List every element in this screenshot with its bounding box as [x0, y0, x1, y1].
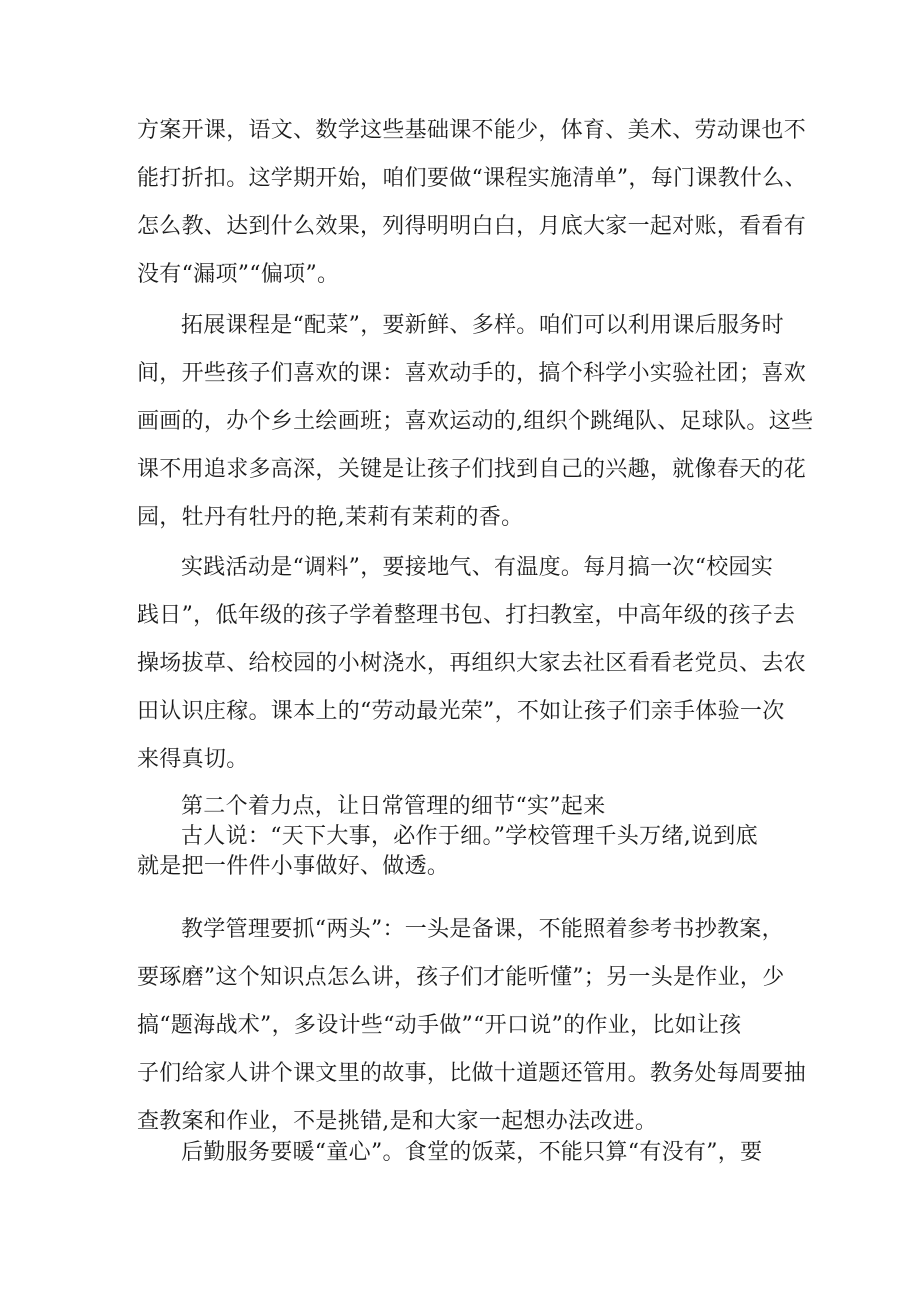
text-line: 实践活动是“调料”，要接地气、有温度。每月搞一次“校园实 — [181, 555, 774, 580]
text-line: 没有“漏项”“偏项”。 — [137, 262, 340, 287]
text-line: 间，开些孩子们喜欢的课：喜欢动手的，搞个科学小实验社团；喜欢 — [137, 361, 807, 386]
text-line: 方案开课，语文、数学这些基础课不能少，体育、美术、劳动课也不 — [137, 118, 807, 143]
text-line: 操场拔草、给校园的小树浇水，再组织大家去社区看看老党员、去农 — [137, 651, 807, 676]
paragraph-practice-activities — [137, 544, 807, 784]
section-heading: 第二个着力点，让日常管理的细节“实”起来 — [181, 794, 606, 819]
paragraph-curriculum-basics — [137, 107, 807, 299]
text-line: 践日”，低年级的孩子学着整理书包、打扫教室，中高年级的孩子去 — [137, 603, 796, 628]
paragraph-extended-courses — [137, 302, 814, 542]
text-line: 后勤服务要暖“童心”。食堂的饭菜，不能只算“有没有”，要 — [181, 1140, 763, 1165]
text-line: 来得真切。 — [137, 747, 249, 772]
text-line: 课不用追求多高深，关键是让孩子们找到自己的兴趣，就像春天的花 — [137, 457, 807, 482]
text-line: 子们给家人讲个课文里的故事，比做十道题还管用。教务处每周要抽 — [137, 1061, 807, 1086]
text-line: 搞“题海战术”，多设计些“动手做”“开口说”的作业，比如让孩 — [137, 1013, 742, 1038]
paragraph-teaching-management — [137, 906, 807, 1146]
paragraph-logistics-service — [137, 1129, 797, 1177]
text-line: 就是把一件件小事做好、做透。 — [137, 854, 450, 879]
text-line: 田认识庄稼。课本上的“劳动最光荣”，不如让孩子们亲手体验一次 — [137, 699, 785, 724]
text-line: 画画的，办个乡土绘画班；喜欢运动的,组织个跳绳队、足球队。这些 — [137, 409, 814, 434]
text-line: 古人说：“天下大事，必作于细。”学校管理千头万绪,说到底 — [181, 824, 758, 849]
text-line: 要琢磨”这个知识点怎么讲，孩子们才能听懂”；另一头是作业，少 — [137, 965, 785, 990]
paragraph-management-heading — [137, 792, 797, 882]
text-line: 查教案和作业，不是挑错,是和大家一起想办法改进。 — [137, 1109, 658, 1134]
text-line: 能打折扣。这学期开始，咱们要做“课程实施清单”，每门课教什么、 — [137, 166, 807, 191]
text-line: 怎么教、达到什么效果，列得明明白白，月底大家一起对账，看看有 — [137, 214, 807, 239]
text-line: 拓展课程是“配菜”，要新鲜、多样。咱们可以利用课后服务时 — [181, 313, 784, 338]
text-line: 园，牡丹有牡丹的艳,茉莉有茉莉的香。 — [137, 505, 524, 530]
text-line: 教学管理要抓“两头”：一头是备课，不能照着参考书抄教案， — [181, 917, 784, 942]
